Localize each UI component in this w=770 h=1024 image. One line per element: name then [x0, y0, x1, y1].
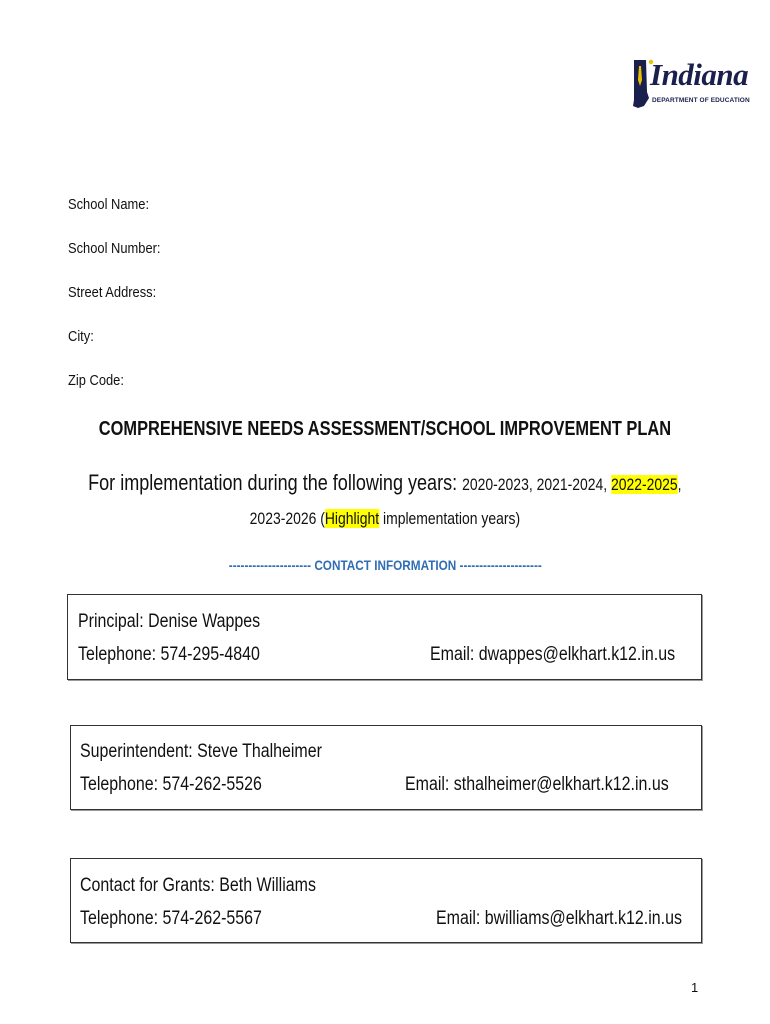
superintendent-telephone: Telephone: 574-262-5526 [80, 774, 262, 795]
implementation-year-2023: 2023-2026 ( [249, 509, 325, 528]
contact-heading-label: CONTACT INFORMATION [314, 557, 456, 573]
school-name-label: School Name: [68, 196, 150, 213]
contact-information-heading [0, 557, 770, 573]
zip-code-label: Zip Code: [68, 372, 124, 389]
implementation-years: 2020-2023, 2021-2024, [462, 475, 612, 494]
city-label: City: [68, 328, 94, 345]
principal-name: Principal: Denise Wappes [78, 611, 261, 632]
logo-wordmark: Indiana [650, 57, 749, 92]
implementation-tail: implementation years) [379, 509, 521, 528]
dashes-left: --------------------- [228, 557, 315, 573]
document-title [0, 418, 770, 441]
principal-contact-box [67, 594, 702, 680]
comma: , [677, 475, 682, 494]
highlighted-year: 2022-2025 [611, 475, 678, 494]
dashes-right: --------------------- [455, 557, 542, 573]
grants-telephone: Telephone: 574-262-5567 [80, 908, 262, 929]
page-number: 1 [691, 980, 699, 995]
superintendent-contact-box [70, 725, 702, 810]
school-number-label: School Number: [68, 240, 161, 257]
superintendent-email[interactable]: Email: sthalheimer@elkhart.k12.in.us [405, 774, 669, 795]
logo-subtitle: DEPARTMENT OF EDUCATION [652, 97, 750, 104]
grants-email[interactable]: Email: bwilliams@elkhart.k12.in.us [436, 908, 682, 929]
document-title-text: COMPREHENSIVE NEEDS ASSESSMENT/SCHOOL IMPROVEMENT PLAN [98, 418, 672, 440]
indiana-doe-logo [630, 56, 750, 114]
principal-email[interactable]: Email: dwappes@elkhart.k12.in.us [430, 644, 676, 665]
implementation-lead: For implementation during the following years: [88, 470, 463, 495]
superintendent-name: Superintendent: Steve Thalheimer [80, 741, 322, 762]
implementation-line-2 [0, 509, 770, 529]
grants-contact-box [70, 858, 702, 943]
principal-telephone: Telephone: 574-295-4840 [78, 644, 260, 665]
grants-contact-name: Contact for Grants: Beth Williams [80, 875, 316, 896]
implementation-line-1 [0, 470, 770, 496]
street-address-label: Street Address: [68, 284, 157, 301]
highlight-word: Highlight [324, 509, 380, 528]
